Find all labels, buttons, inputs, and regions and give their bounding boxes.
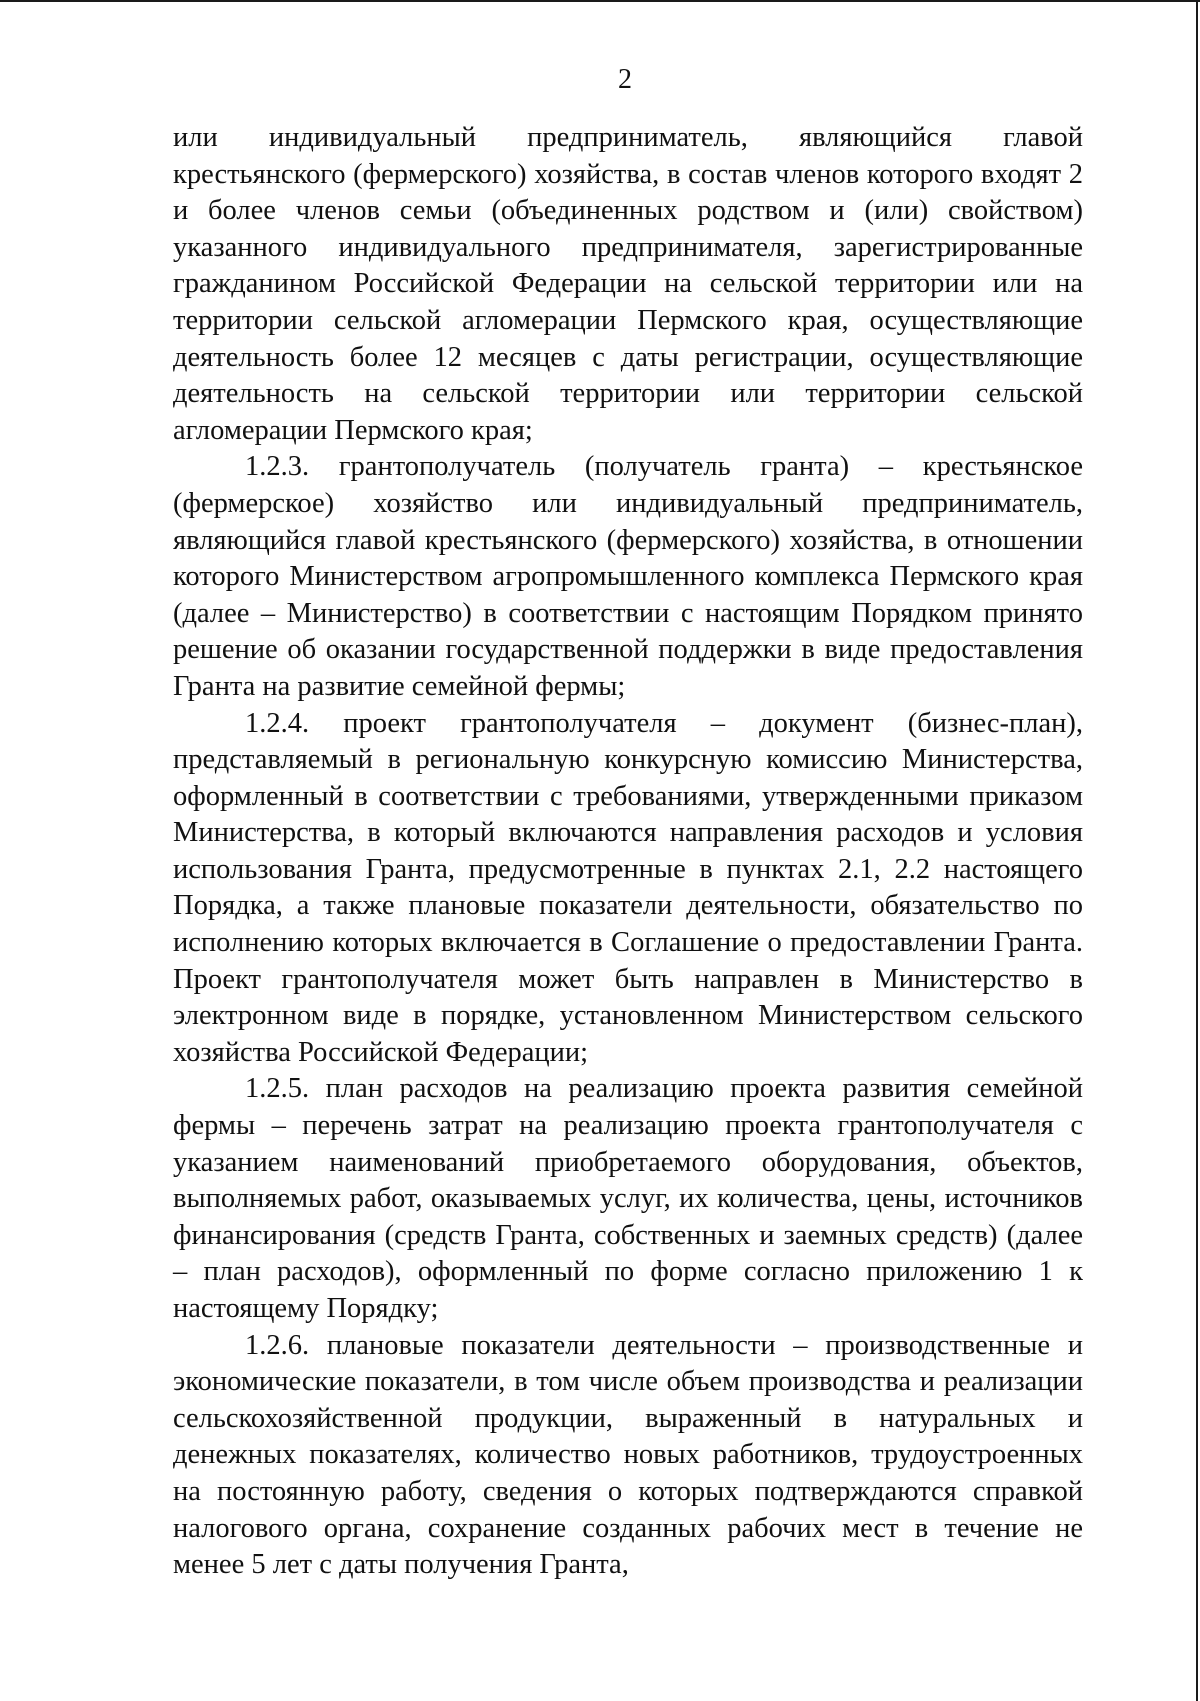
scan-edge-top: [0, 0, 1200, 2]
paragraph-1-2-3: 1.2.3. грантополучатель (получатель гранта) – крестьянское (фермерское) хозяйство или индивидуальный предприниматель, являющийся главой крестьянского (фермерского) хозяйства, в отношении которого Министерством агропромышленного комплекса Пермского края (далее – Министерство) в соответствии с настоящим Порядком принято решение об оказании государственной поддержки в виде предоставления Гранта на развитие семейной фермы;: [173, 451, 1083, 702]
paragraph-1-2-6: 1.2.6. плановые показатели деятельности – производственные и экономические показатели, в том числе объем производства и реализации сельскохозяйственной продукции, выраженный в натуральных и денежных показателях, количество новых работников, трудоустроенных на постоянную работу, сведения о которых подтверждаются справкой налогового органа, сохранение созданных рабочих мест в течение не менее 5 лет с даты получения Гранта,: [173, 1329, 1083, 1581]
page-number: 2: [618, 64, 632, 95]
paragraph-continuation: или индивидуальный предприниматель, являющийся главой крестьянского (фермерского) хозяйства, в состав членов которого входят 2 и более членов семьи (объединенных родством и (или) свойством) указанного индивидуального предпринимателя, зарегистрированные гражданином Российской Федерации на сельской территории или на территории сельской агломерации Пермского края, осуществляющие деятельность более 12 месяцев с даты регистрации, осуществляющие деятельность на сельской территории или территории сельской агломерации Пермского края;: [173, 122, 1083, 446]
paragraph-1-2-5: 1.2.5. план расходов на реализацию проекта развития семейной фермы – перечень затрат на реализацию проекта грантополучателя с указанием наименований приобретаемого оборудования, объектов, выполняемых работ, оказываемых услуг, их количества, цены, источников финансирования (средств Гранта, собственных и заемных средств) (далее – план расходов), оформленный по форме согласно приложению 1 к настоящему Порядку;: [173, 1073, 1083, 1324]
scan-edge-right: [1196, 0, 1198, 1701]
paragraph-1-2-4: 1.2.4. проект грантополучателя – документ (бизнес-план), представляемый в региональную конкурсную комиссию Министерства, оформленный в соответствии с требованиями, утвержденными приказом Министерства, в который включаются направления расходов и условия использования Гранта, предусмотренные в пунктах 2.1, 2.2 настоящего Порядка, а также плановые показатели деятельности, обязательство по исполнению которых включается в Соглашение о предоставлении Гранта. Проект грантополучателя может быть направлен в Министерство в электронном виде в порядке, установленном Министерством сельского хозяйства Российской Федерации;: [173, 707, 1083, 1068]
document-body: [173, 120, 1083, 1584]
